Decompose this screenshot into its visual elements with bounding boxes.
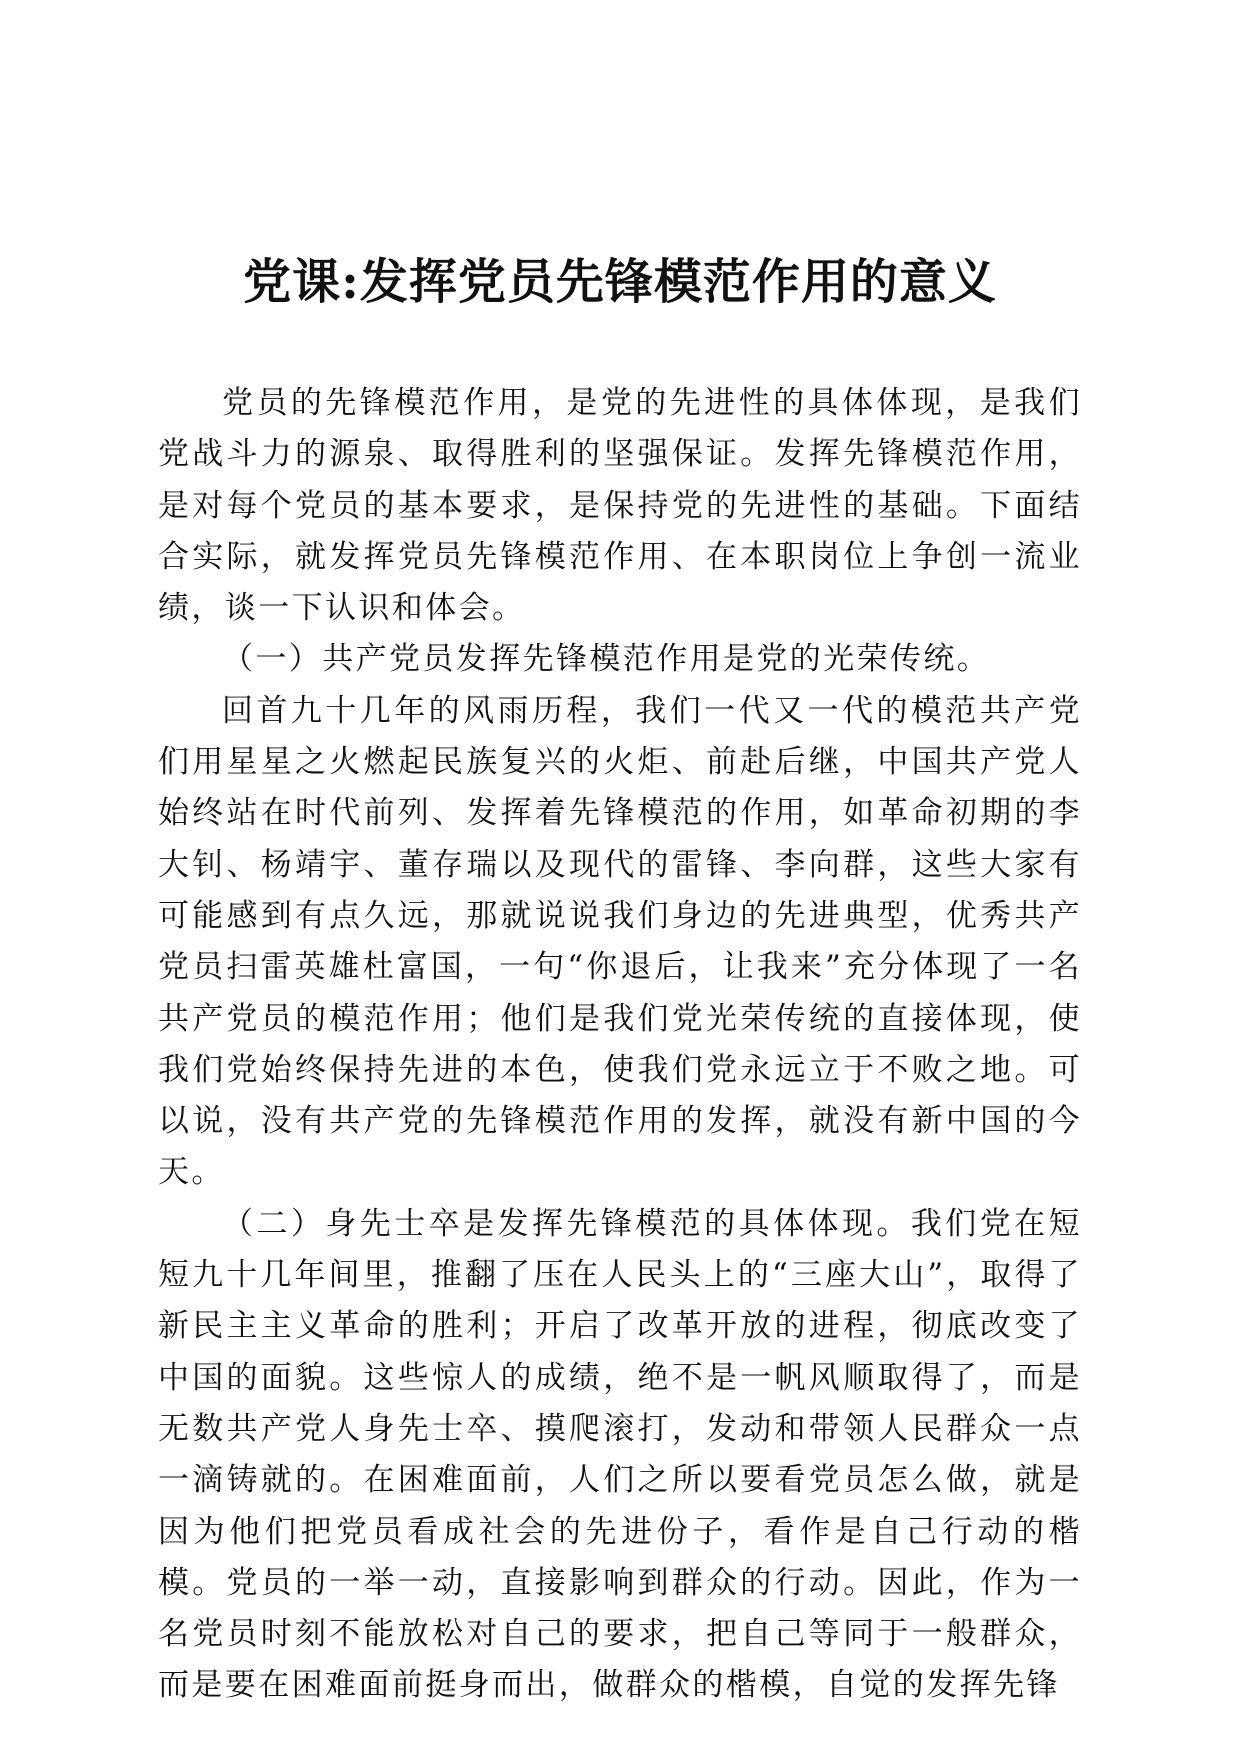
paragraph-history: 回首九十几年的风雨历程，我们一代又一代的模范共产党们用星星之火燃起民族复兴的火炬、前赴后继，中国共产党人始终站在时代前列、发挥着先锋模范的作用，如革命初期的李大钊、杨靖宇、董存瑞以及现代的雷锋、李向群，这些大家有可能感到有点久远，那就说说我们身边的先进典型，优秀共产党员扫雷英雄杜富国，一句“你退后，让我来”充分体现了一名共产党员的模范作用；他们是我们党光荣传统的直接体现，使我们党始终保持先进的本色，使我们党永远立于不败之地。可以说，没有共产党的先锋模范作用的发挥，就没有新中国的今天。 bbox=[158, 692, 1082, 1191]
document-body bbox=[158, 378, 1082, 1712]
paragraph-heading-2: （二）身先士卒是发挥先锋模范的具体体现。我们党在短短九十几年间里，推翻了压在人民头上的“三座大山”，取得了新民主主义革命的胜利；开启了改革开放的进程，彻底改变了中国的面貌。这些惊人的成绩，绝不是一帆风顺取得了，而是无数共产党人身先士卒、摸爬滚打，发动和带领人民群众一点一滴铸就的。在困难面前，人们之所以要看党员怎么做，就是因为他们把党员看成社会的先进份子，看作是自己行动的楷模。党员的一举一动，直接影响到群众的行动。因此，作为一名党员时刻不能放松对自己的要求，把自己等同于一般群众，而是要在困难面前挺身而出，做群众的楷模，自觉的发挥先锋 bbox=[158, 1205, 1082, 1704]
paragraph-intro: 党员的先锋模范作用，是党的先进性的具体体现，是我们党战斗力的源泉、取得胜利的坚强保证。发挥先锋模范作用，是对每个党员的基本要求，是保持党的先进性的基础。下面结合实际，就发挥党员先锋模范作用、在本职岗位上争创一流业绩，谈一下认识和体会。 bbox=[158, 385, 1082, 627]
paragraph-heading-1: （一）共产党员发挥先锋模范作用是党的光荣传统。 bbox=[222, 641, 991, 678]
document-title: 党课:发挥党员先锋模范作用的意义 bbox=[243, 254, 997, 310]
